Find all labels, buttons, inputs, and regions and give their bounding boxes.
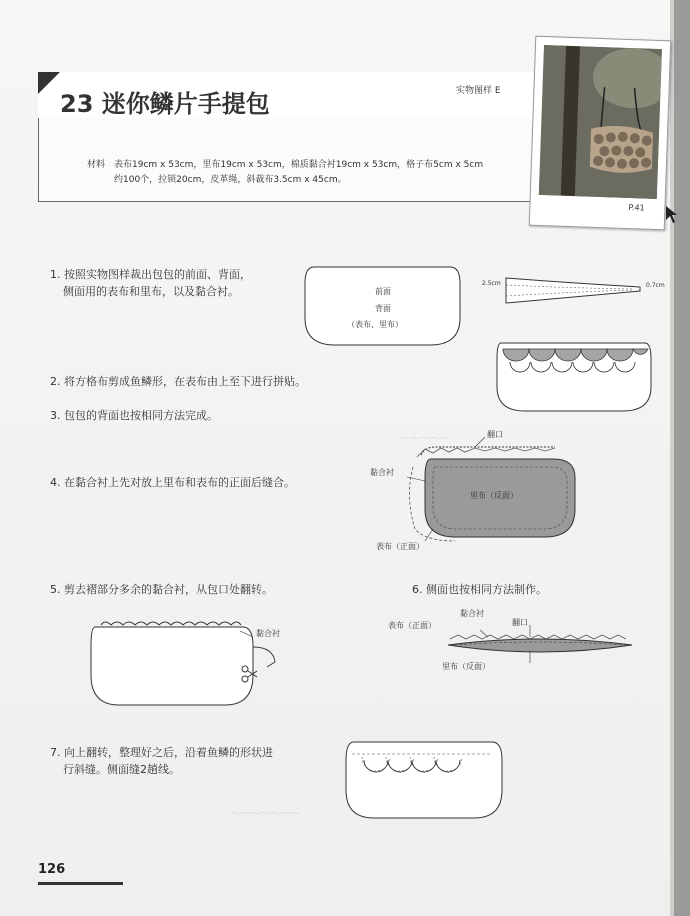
step-3: 3. 包包的背面也按相同方法完成。 [50,409,218,422]
bleed-through-text: ～～～～～ [400,434,450,445]
scales-bag-diagram [493,337,655,415]
product-photo-frame [529,36,672,231]
lining-wrong-label: 里布（反面） [470,491,518,500]
step-7-line: 7. 向上翻转，整理好之后，沿着鱼鳞的形状进 [50,746,273,759]
page-title: 23 迷你鳞片手提包 [60,90,270,118]
outer-right-label-6: 表布（正面） [388,621,436,630]
outer-right-label: 表布（正面） [376,542,424,551]
step-4: 4. 在黏合衬上先对放上里布和表布的正面后缝合。 [50,476,295,489]
materials-label: 材料 [87,160,106,170]
product-photo [539,45,662,199]
materials-line: 约100个，拉锁20cm，皮革绳，斜裁布3.5cm x 45cm。 [114,175,347,185]
interfacing-label-6: 黏合衬 [460,609,484,618]
interfacing-label-5: 黏合衬 [256,629,280,638]
width-label-0-7: 0.7cm [646,282,665,289]
opening-label-6: 翻口 [512,618,528,627]
sewing-diagram-step5 [85,617,285,712]
bleed-through-text: ～～～～～～～ [230,809,300,820]
step-7-line: 行斜缝。侧面缝2趟线。 [63,763,180,776]
pattern-label: 实物图样 E [456,86,501,96]
cursor-arrow-icon [665,205,679,225]
photo-page-ref: P.41 [628,203,645,213]
bag-photo-icon [539,45,662,199]
step-2: 2. 将方格布剪成鱼鳞形，在表布由上至下进行拼贴。 [50,375,306,388]
page-number: 126 [38,862,66,877]
step-1-line: 侧面用的表布和里布，以及黏合衬。 [63,285,239,298]
page-edge [674,0,690,916]
step-7 [50,744,273,778]
front-label: 前面 [375,287,391,296]
back-label: 背面 [375,304,391,313]
lining-wrong-label-6: 里布（反面） [442,662,490,671]
finished-bag-diagram [342,738,507,823]
width-label-2-5: 2.5cm [482,280,501,287]
opening-label: 翻口 [487,430,503,439]
step-5: 5. 剪去褶部分多余的黏合衬，从包口处翻转。 [50,583,273,596]
sewing-diagram-step6 [440,625,640,665]
step-1 [50,266,251,300]
step-1-line: 1. 按照实物图样裁出包包的前面、背面， [50,268,251,281]
interfacing-label: 黏合衬 [370,468,394,477]
outer-lining-label: （表布、里布） [347,320,403,329]
page-number-rule [38,882,123,885]
materials-line: 表布19cm x 53cm，里布19cm x 53cm，棉质黏合衬19cm x 53cm，格子布5cm x 5cm [114,160,484,170]
bias-strip-diagram [500,275,645,307]
step-6: 6. 侧面也按相同方法制作。 [412,583,547,596]
corner-marker-icon [38,72,60,94]
